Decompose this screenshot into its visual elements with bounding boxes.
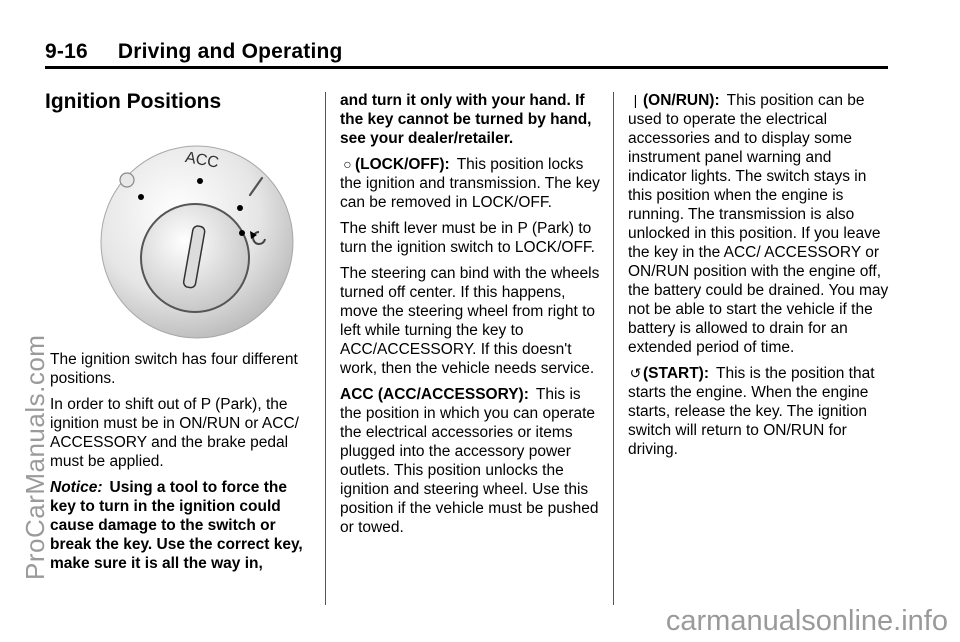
chapter-title: Driving and Operating xyxy=(117,40,343,63)
on-run-paragraph xyxy=(628,91,893,357)
page-number: 9-16 xyxy=(45,40,88,63)
section-title: Ignition Positions xyxy=(45,90,222,113)
paragraph: In order to shift out of P (Park), the ignition must be in ON/RUN or ACC/ ACCESSORY and the brake pedal must be applied. xyxy=(50,396,299,470)
notice-text: Using a tool to force the key to turn in the ignition could cause damage to the switch or break the key. Use the correct key, make sure it is all the way in, xyxy=(50,479,303,572)
start-label: (START): xyxy=(643,365,709,382)
paragraph: and turn it only with your hand. If the key cannot be turned by hand, see your dealer/retailer. xyxy=(340,92,592,147)
footer-watermark: carmanualsonline.info xyxy=(665,605,948,637)
start-paragraph xyxy=(628,364,893,459)
lock-position-dot xyxy=(138,194,144,200)
acc-paragraph xyxy=(340,385,605,537)
column-divider xyxy=(613,92,614,605)
column-3 xyxy=(628,91,893,466)
on-run-icon: | xyxy=(633,92,638,108)
acc-label: ACC (ACC/ACCESSORY): xyxy=(340,386,529,403)
page-header xyxy=(45,40,343,64)
acc-label: ACC xyxy=(183,149,221,172)
ignition-switch-illustration xyxy=(85,140,315,340)
on-run-label: (ON/RUN): xyxy=(643,92,720,109)
acc-text: This is the position in which you can operate the electrical accessories or items plugged into the accessory power outlets. This position unlocks the ignition and steering wheel. Use this position if the vehicle must be pushed or towed. xyxy=(340,386,599,536)
paragraph: The shift lever must be in P (Park) to turn the ignition switch to LOCK/OFF. xyxy=(340,220,595,256)
column-divider xyxy=(325,92,326,605)
paragraph: The ignition switch has four different positions. xyxy=(50,351,298,387)
on-position-dot xyxy=(237,205,243,211)
acc-position-dot xyxy=(197,178,203,184)
on-run-text: This position can be used to operate the electrical accessories and to display some instrument panel warning and indicator lights. The switch stays in this position when the engine is running. The transmission is also unlocked in this position. If you leave the key in the ACC/ ACCESSORY or ON/RUN position with the engine off, the battery could be drained. You may not be able to start the vehicle if the battery is allowed to drain for an extended period of time. xyxy=(628,92,889,356)
start-icon: ↺ xyxy=(629,365,642,381)
lock-off-paragraph xyxy=(340,155,605,212)
header-rule xyxy=(45,66,888,69)
lock-off-symbol xyxy=(120,173,134,187)
column-1 xyxy=(50,350,315,580)
start-text: This is the position that starts the engine. When the engine starts, release the key. The ignition switch will return to ON/RUN for driving. xyxy=(628,365,875,458)
notice-paragraph xyxy=(50,478,315,573)
lock-off-icon: ○ xyxy=(343,156,352,172)
paragraph: The steering can bind with the wheels turned off center. If this happens, move the steering wheel from right to left while turning the key to ACC/ACCESSORY. If this doesn't work, then the vehicle needs service. xyxy=(340,265,600,377)
side-watermark: ProCarManuals.com xyxy=(20,334,50,580)
lock-off-label: (LOCK/OFF): xyxy=(355,156,450,173)
start-position-dot xyxy=(239,230,245,236)
lock-off-text: This position locks the ignition and transmission. The key can be removed in LOCK/OFF. xyxy=(340,156,600,211)
column-2 xyxy=(340,91,605,544)
notice-label: Notice: xyxy=(50,479,103,496)
